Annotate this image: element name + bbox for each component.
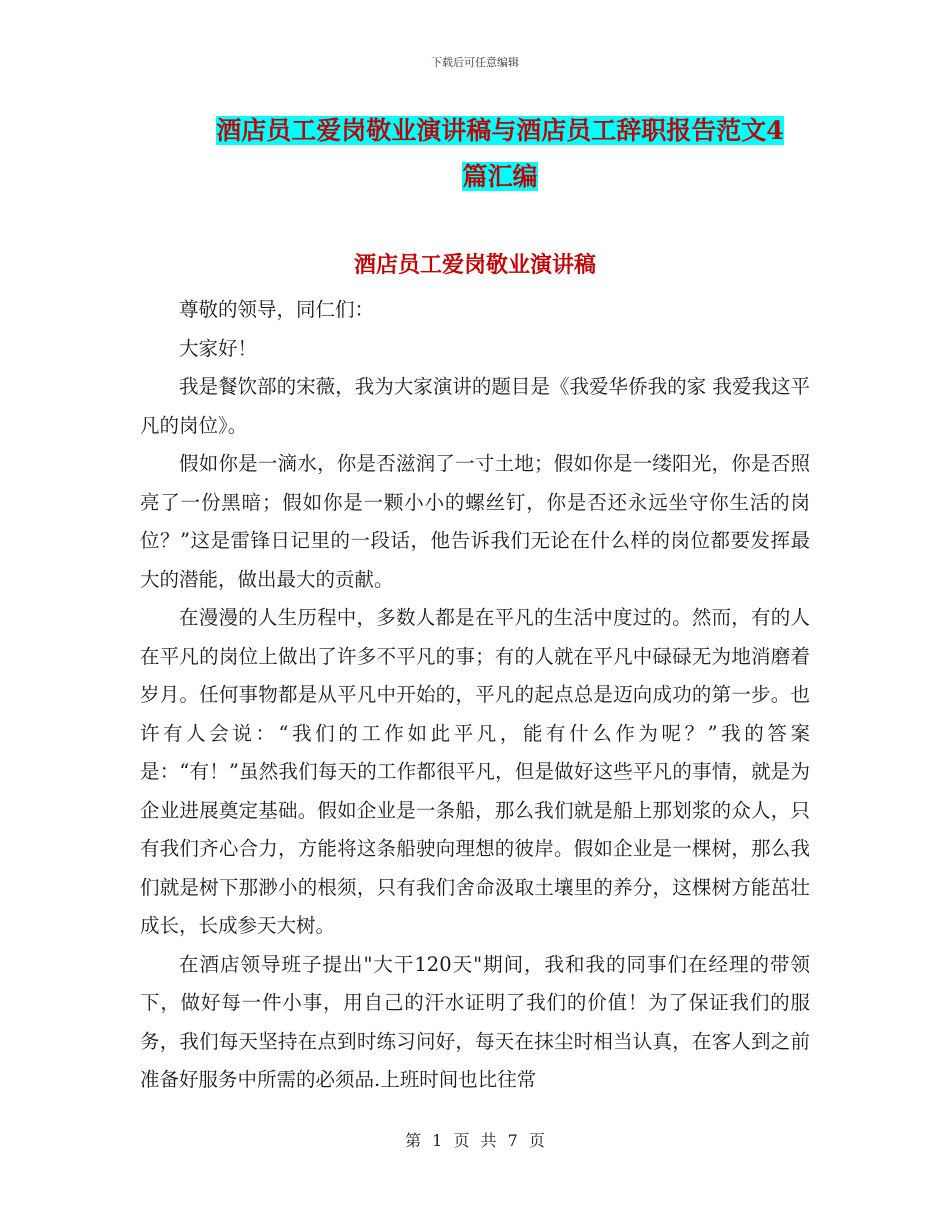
paragraph-intro: 我是餐饮部的宋薇，我为大家演讲的题目是《我爱华侨我的家 我爱我这平凡的岗位》。 bbox=[140, 375, 810, 437]
paragraph-salutation: 尊敬的领导，同仁们： bbox=[179, 298, 375, 321]
paragraph-quote: 假如你是一滴水，你是否滋润了一寸土地；假如你是一缕阳光，你是否照亮了一份黑暗；假如你是一颗小小的螺丝钉，你是否还永远坐守你生活的岗位？”这是雷锋日记里的一段话，他告诉我们无论在什么样的岗位都要发挥最大的潜能，做出最大的贡献。 bbox=[140, 452, 810, 591]
paragraph-120-days: 在酒店领导班子提出"大干120天"期间，我和我的同事们在经理的带领下，做好每一件小事，用自己的汗水证明了我们的价值！为了保证我们的服务，我们每天坚持在点到时练习问好，每天在抹尘时相当认真，在客人到之前准备好服务中所需的必须品.上班时间也比往常 bbox=[140, 952, 810, 1091]
document-title-line1: 酒店员工爱岗敬业演讲稿与酒店员工辞职报告范文4 bbox=[216, 116, 784, 145]
paragraph-greeting: 大家好！ bbox=[179, 336, 258, 360]
section-title: 酒店员工爱岗敬业演讲稿 bbox=[353, 252, 596, 278]
document-title-line2: 篇汇编 bbox=[462, 162, 538, 191]
document-body bbox=[140, 291, 810, 1100]
document-title bbox=[180, 108, 820, 200]
paragraph-ordinary: 在漫漫的人生历程中，多数人都是在平凡的生活中度过的。然而，有的人在平凡的岗位上做出了许多不平凡的事；有的人就在平凡中碌碌无为地消磨着岁月。任何事物都是从平凡中开始的，平凡的起点总是迈向成功的第一步。也许有人会说：“我们的工作如此平凡，能有什么作为呢？”我的答案是：“有！”虽然我们每天的工作都很平凡，但是做好这些平凡的事情，就是为企业进展奠定基础。假如企业是一条船，那么我们就是船上那划浆的众人，只有我们齐心合力，方能将这条船驶向理想的彼岸。假如企业是一棵树，那么我们就是树下那渺小的根须，只有我们舍命汲取土壤里的养分，这棵树方能茁壮成长，长成参天大树。 bbox=[140, 606, 810, 937]
page-footer: 第 1 页 共 7 页 bbox=[405, 1131, 545, 1150]
header-note: 下载后可任意编辑 bbox=[431, 56, 519, 69]
